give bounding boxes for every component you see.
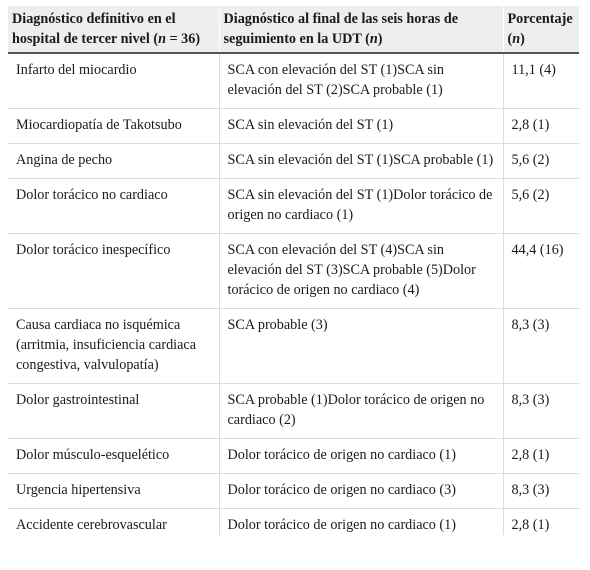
cell-final-diagnosis: Infarto del miocardio xyxy=(8,53,219,109)
cell-percentage: 5,6 (2) xyxy=(503,179,579,234)
table-row xyxy=(8,439,579,474)
table-row xyxy=(8,144,579,179)
header-row xyxy=(8,6,579,53)
header-percentage xyxy=(503,6,579,53)
table-row xyxy=(8,234,579,309)
cell-percentage: 2,8 (1) xyxy=(503,509,579,536)
cell-final-diagnosis: Urgencia hipertensiva xyxy=(8,474,219,509)
table-row xyxy=(8,509,579,536)
cell-percentage: 8,3 (3) xyxy=(503,384,579,439)
table-row xyxy=(8,309,579,384)
cell-udt-diagnosis: SCA sin elevación del ST (1) xyxy=(219,109,503,144)
header-udt-diagnosis-close: ) xyxy=(377,31,383,47)
cell-final-diagnosis: Dolor torácico inespecífico xyxy=(8,234,219,309)
header-udt-diagnosis-n: n xyxy=(369,31,378,47)
cell-percentage: 11,1 (4) xyxy=(503,53,579,109)
header-percentage-label: Porcentaje xyxy=(507,11,573,27)
cell-percentage: 2,8 (1) xyxy=(503,109,579,144)
cell-udt-diagnosis: SCA sin elevación del ST (1)Dolor torácico de origen no cardiaco (1) xyxy=(219,179,503,234)
table-header xyxy=(8,6,579,53)
cell-percentage: 5,6 (2) xyxy=(503,144,579,179)
table-body xyxy=(8,53,579,535)
cell-percentage: 8,3 (3) xyxy=(503,309,579,384)
cell-final-diagnosis: Accidente cerebrovascular xyxy=(16,517,167,533)
cell-udt-diagnosis: Dolor torácico de origen no cardiaco (3) xyxy=(219,474,503,509)
cell-final-diagnosis: Angina de pecho xyxy=(8,144,219,179)
cell-percentage: 8,3 (3) xyxy=(503,474,579,509)
cell-final-diagnosis: Miocardiopatía de Takotsubo xyxy=(8,109,219,144)
cell-final-diagnosis: Causa cardiaca no isquémica (arritmia, insuficiencia cardiaca congestiva, valvulopatía) xyxy=(8,309,219,384)
header-final-diagnosis-count: = 36) xyxy=(165,31,201,47)
cell-udt-diagnosis: Dolor torácico de origen no cardiaco (1) xyxy=(219,439,503,474)
table-row xyxy=(8,109,579,144)
cell-udt-diagnosis: SCA probable (3) xyxy=(219,309,503,384)
table-row xyxy=(8,384,579,439)
header-final-diagnosis-n: n xyxy=(158,31,166,47)
cell-udt-diagnosis: SCA probable (1)Dolor torácico de origen no cardiaco (2) xyxy=(219,384,503,439)
header-final-diagnosis xyxy=(8,6,219,53)
cell-final-diagnosis: Dolor gastrointestinal xyxy=(8,384,219,439)
cell-udt-diagnosis: SCA sin elevación del ST (1)SCA probable (1) xyxy=(219,144,503,179)
header-percentage-open: ( xyxy=(507,31,513,47)
header-percentage-n: n xyxy=(512,31,521,47)
cell-final-diagnosis: Dolor músculo-esquelético xyxy=(8,439,219,474)
table-row xyxy=(8,474,579,509)
cell-final-diagnosis: Dolor torácico no cardiaco xyxy=(8,179,219,234)
header-udt-diagnosis-text: Diagnóstico al final de las seis horas de seguimiento en la UDT ( xyxy=(223,11,462,47)
cell-udt-diagnosis: SCA con elevación del ST (4)SCA sin elevación del ST (3)SCA probable (5)Dolor torácico de origen no cardiaco (4) xyxy=(219,234,503,309)
cell-udt-diagnosis: SCA con elevación del ST (1)SCA sin elevación del ST (2)SCA probable (1) xyxy=(219,53,503,109)
cell-percentage: 2,8 (1) xyxy=(503,439,579,474)
cell-percentage: 44,4 (16) xyxy=(503,234,579,309)
diagnosis-table xyxy=(8,6,579,535)
table-row xyxy=(8,53,579,109)
table-row xyxy=(8,179,579,234)
cell-udt-diagnosis: Dolor torácico de origen no cardiaco (1) xyxy=(219,509,503,536)
header-percentage-close: ) xyxy=(520,31,525,47)
header-udt-diagnosis xyxy=(219,6,503,53)
header-final-diagnosis-text: Diagnóstico definitivo en el hospital de tercer nivel ( xyxy=(12,11,180,47)
